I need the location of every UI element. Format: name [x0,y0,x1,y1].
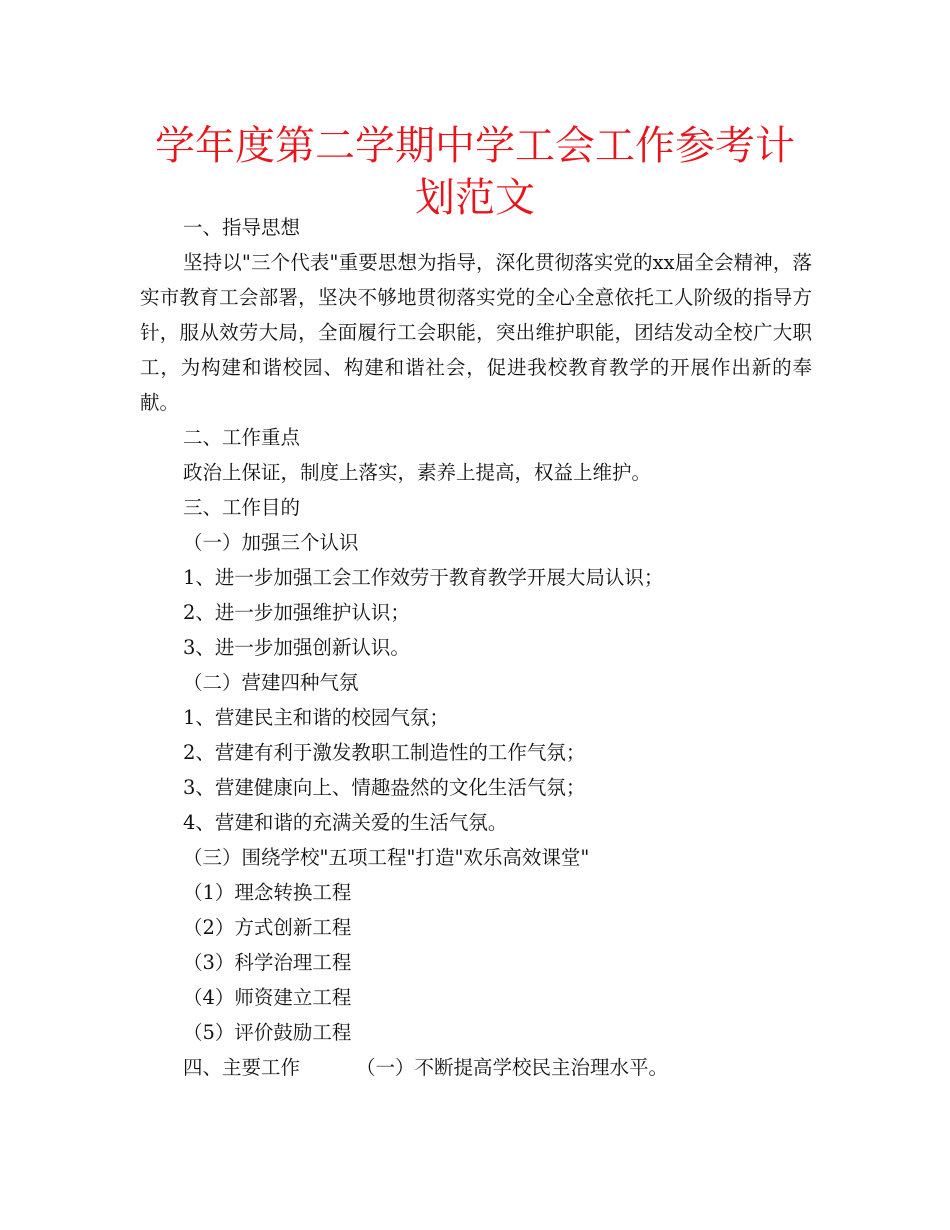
work-focus-text: 政治上保证，制度上落实，素养上提高，权益上维护。 [183,461,652,484]
list-item: （2）方式创新工程 [183,916,352,939]
list-item: 1、营建民主和谐的校园气氛； [183,706,449,729]
list-item: 2、营建有利于激发教职工制造性的工作气氛； [183,741,586,764]
subsection-heading-five-projects: （三）围绕学校"五项工程"打造"欢乐高效课堂" [183,846,590,869]
list-item: （4）师资建立工程 [183,986,352,1009]
main-work-line [140,1050,812,1085]
list-item: （5）评价鼓励工程 [183,1021,352,1044]
list-item: 3、进一步加强创新认识。 [183,636,410,659]
list-item: 1、进一步加强工会工作效劳于教育教学开展大局认识； [183,566,664,589]
list-item: （3）科学治理工程 [183,951,352,974]
main-work-subheading: （一）不断提高学校民主治理水平。 [356,1056,669,1079]
section-heading-guiding-thought: 一、指导思想 [183,216,301,239]
document-title: 学年度第二学期中学工会工作参考计划范文 [155,123,795,221]
subsection-heading-three-awareness: （一）加强三个认识 [183,531,359,554]
list-item: 4、营建和谐的充满关爱的生活气氛。 [183,811,508,834]
section-heading-work-focus: 二、工作重点 [183,426,301,449]
guiding-thought-paragraph: 坚持以"三个代表"重要思想为指导，深化贯彻落实党的xx届全会精神，落实市教育工会部署，坚决不够地贯彻落实党的全心全意依托工人阶级的指导方针，服从效劳大局，全面履行工会职能，突出维护职能，团结发动全校广大职工，为构建和谐校园、构建和谐社会，促进我校教育教学的开展作出新的奉献。 [140,251,812,414]
subsection-heading-four-atmospheres: （二）营建四种气氛 [183,671,359,694]
list-item: （1）理念转换工程 [183,881,352,904]
list-item: 2、进一步加强维护认识； [183,601,410,624]
section-heading-main-work: 四、主要工作 [183,1056,301,1079]
document-body [140,210,812,1085]
list-item: 3、营建健康向上、情趣盎然的文化生活气氛； [183,776,586,799]
section-heading-work-goals: 三、工作目的 [183,496,301,519]
